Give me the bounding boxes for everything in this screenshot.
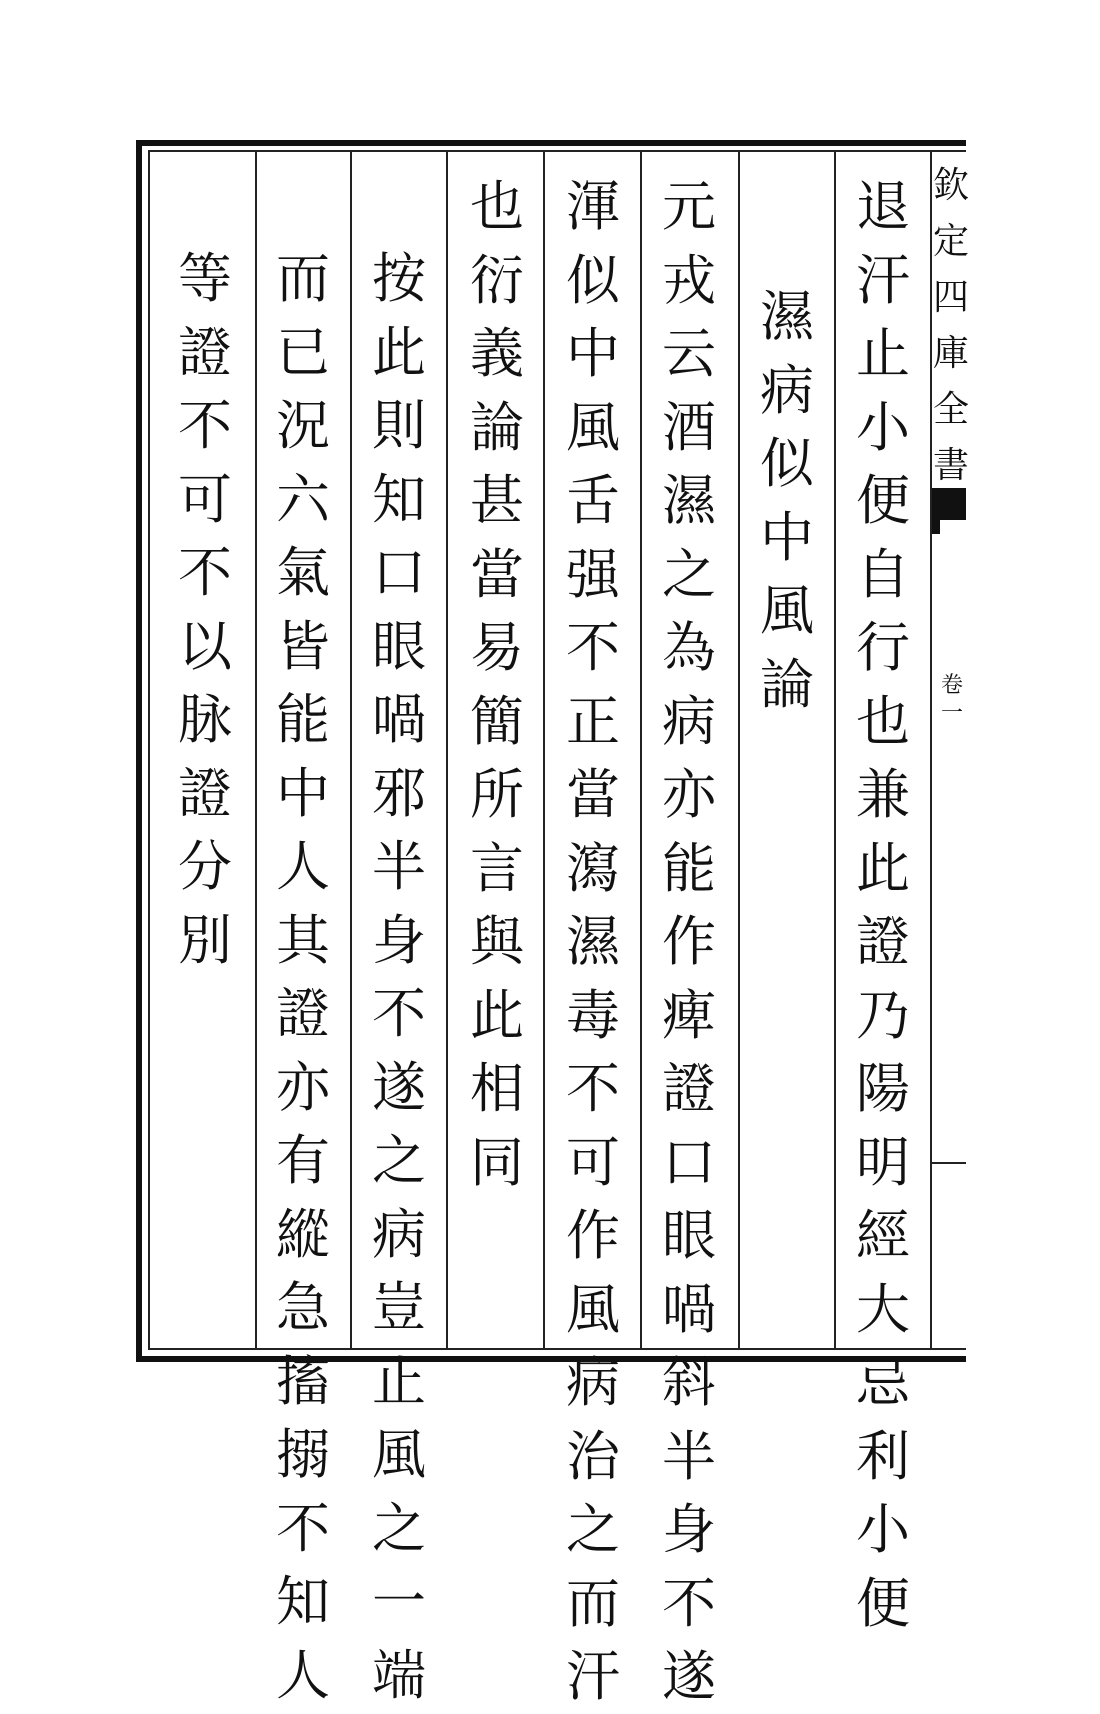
glyph: 搐 (276, 1349, 330, 1413)
glyph: 一 (940, 701, 963, 726)
glyph: 脉 (178, 688, 232, 751)
glyph: 眼 (372, 614, 426, 678)
glyph: 書 (933, 445, 970, 486)
glyph: 為 (662, 616, 716, 679)
column-rule (255, 152, 257, 1348)
glyph: 而 (566, 1571, 620, 1635)
glyph: 遂 (372, 1055, 426, 1119)
glyph: 人 (276, 835, 330, 898)
text-column-3 (644, 170, 734, 1714)
glyph: 小 (856, 395, 910, 459)
glyph: 明 (856, 1130, 910, 1194)
glyph: 中 (760, 505, 814, 569)
glyph: 似 (760, 432, 814, 495)
margin-rule (930, 1162, 966, 1164)
glyph: 義 (470, 322, 524, 385)
column-rule (834, 152, 836, 1348)
glyph: 行 (856, 616, 910, 679)
glyph: 不 (566, 616, 620, 679)
glyph: 相 (470, 1057, 524, 1120)
glyph: 眼 (662, 1204, 716, 1267)
glyph: 同 (470, 1130, 524, 1194)
glyph: 端 (372, 1643, 426, 1707)
glyph: 喎 (662, 1277, 716, 1341)
glyph: 便 (856, 1571, 910, 1635)
glyph: 證 (856, 910, 910, 973)
glyph: 病 (760, 358, 814, 422)
glyph: 强 (566, 542, 620, 606)
glyph: 不 (566, 1057, 620, 1120)
glyph: 其 (276, 908, 330, 972)
glyph: 皆 (276, 614, 330, 678)
glyph: 戎 (662, 248, 716, 312)
glyph: 作 (566, 1204, 620, 1267)
glyph: 酒 (662, 395, 716, 459)
glyph: 四 (933, 277, 970, 318)
fish-tail-notch (940, 520, 966, 534)
column-rule (350, 152, 352, 1348)
glyph: 當 (470, 542, 524, 606)
glyph: 而 (276, 247, 330, 310)
glyph: 正 (566, 689, 620, 753)
glyph: 之 (372, 1496, 426, 1560)
glyph: 言 (470, 836, 524, 900)
glyph: 邪 (372, 761, 426, 825)
glyph: 渾 (566, 175, 620, 238)
column-rule (543, 152, 545, 1348)
glyph: 衍 (470, 248, 524, 312)
text-column-8 (160, 242, 250, 977)
glyph: 濕 (760, 285, 814, 348)
glyph: 所 (470, 763, 524, 826)
glyph: 忌 (856, 1351, 910, 1414)
glyph: 可 (566, 1130, 620, 1194)
glyph: 不 (178, 394, 232, 457)
glyph: 分 (178, 835, 232, 898)
column-rule (738, 152, 740, 1348)
glyph: 濕 (566, 910, 620, 973)
glyph: 全 (933, 389, 970, 430)
glyph: 經 (856, 1204, 910, 1267)
glyph: 退 (856, 175, 910, 238)
glyph: 兼 (856, 763, 910, 826)
glyph: 中 (566, 322, 620, 385)
glyph: 與 (470, 910, 524, 973)
glyph: 此 (372, 320, 426, 384)
glyph: 急 (276, 1276, 330, 1339)
glyph: 人 (276, 1643, 330, 1707)
text-column-1 (838, 170, 928, 1640)
glyph: 風 (760, 579, 814, 642)
glyph: 六 (276, 467, 330, 531)
glyph: 按 (372, 247, 426, 310)
glyph: 痺 (662, 983, 716, 1047)
glyph: 風 (566, 395, 620, 459)
glyph: 乃 (856, 983, 910, 1047)
glyph: 作 (662, 910, 716, 973)
text-column-4 (548, 170, 638, 1714)
text-column-2-heading (742, 280, 832, 721)
glyph: 則 (372, 394, 426, 457)
text-column-7 (258, 242, 348, 1712)
book-title (933, 158, 970, 494)
juan-label (940, 672, 964, 728)
text-column-6 (354, 242, 444, 1712)
glyph: 病 (662, 689, 716, 753)
glyph: 易 (470, 616, 524, 679)
glyph: 汗 (856, 248, 910, 312)
glyph: 大 (856, 1277, 910, 1341)
glyph: 證 (178, 320, 232, 384)
glyph: 證 (662, 1057, 716, 1120)
glyph: 毒 (566, 983, 620, 1047)
glyph: 止 (856, 322, 910, 385)
glyph: 口 (372, 541, 426, 604)
glyph: 陽 (856, 1057, 910, 1120)
glyph: 止 (372, 1349, 426, 1413)
glyph: 治 (566, 1424, 620, 1488)
glyph: 簡 (470, 689, 524, 753)
glyph: 不 (372, 982, 426, 1045)
glyph: 證 (276, 982, 330, 1045)
glyph: 甚 (470, 469, 524, 532)
glyph: 此 (856, 836, 910, 900)
glyph: 亦 (276, 1055, 330, 1119)
glyph: 可 (178, 467, 232, 531)
glyph: 小 (856, 1498, 910, 1561)
glyph: 不 (662, 1571, 716, 1635)
glyph: 云 (662, 322, 716, 385)
glyph: 況 (276, 394, 330, 457)
glyph: 病 (566, 1351, 620, 1414)
glyph: 元 (662, 175, 716, 238)
glyph: 身 (662, 1498, 716, 1561)
glyph: 口 (662, 1130, 716, 1194)
glyph: 知 (372, 467, 426, 531)
glyph: 知 (276, 1570, 330, 1633)
glyph: 當 (566, 763, 620, 826)
glyph: 利 (856, 1424, 910, 1488)
glyph: 也 (470, 175, 524, 238)
glyph: 半 (662, 1424, 716, 1488)
glyph: 能 (662, 836, 716, 900)
glyph: 等 (178, 247, 232, 310)
glyph: 不 (276, 1496, 330, 1560)
glyph: 汗 (566, 1645, 620, 1708)
glyph: 別 (178, 908, 232, 972)
glyph: 以 (178, 614, 232, 678)
glyph: 一 (372, 1570, 426, 1633)
glyph: 便 (856, 469, 910, 532)
glyph: 能 (276, 688, 330, 751)
glyph: 風 (566, 1277, 620, 1341)
glyph: 舌 (566, 469, 620, 532)
glyph: 也 (856, 689, 910, 753)
column-rule (640, 152, 642, 1348)
glyph: 此 (470, 983, 524, 1047)
glyph: 遂 (662, 1645, 716, 1708)
glyph: 病 (372, 1202, 426, 1266)
glyph: 自 (856, 542, 910, 606)
glyph: 斜 (662, 1351, 716, 1414)
glyph: 已 (276, 320, 330, 384)
glyph: 不 (178, 541, 232, 604)
glyph: 庫 (933, 333, 970, 374)
glyph: 之 (372, 1129, 426, 1192)
glyph: 身 (372, 908, 426, 972)
glyph: 論 (470, 395, 524, 459)
glyph: 證 (178, 761, 232, 825)
glyph: 瀉 (566, 836, 620, 900)
glyph: 定 (933, 221, 970, 262)
text-column-5 (452, 170, 542, 1199)
glyph: 豈 (372, 1276, 426, 1339)
glyph: 半 (372, 835, 426, 898)
glyph: 欽 (933, 165, 970, 206)
glyph: 氣 (276, 541, 330, 604)
glyph: 濕 (662, 469, 716, 532)
glyph: 喎 (372, 688, 426, 751)
glyph: 亦 (662, 763, 716, 826)
glyph: 之 (662, 542, 716, 606)
glyph: 中 (276, 761, 330, 825)
glyph: 論 (760, 652, 814, 716)
glyph: 之 (566, 1498, 620, 1561)
glyph: 似 (566, 248, 620, 312)
glyph: 有 (276, 1129, 330, 1192)
glyph: 縱 (276, 1202, 330, 1266)
glyph: 卷 (940, 673, 963, 698)
glyph: 風 (372, 1423, 426, 1486)
glyph: 搦 (276, 1423, 330, 1486)
column-rule (446, 152, 448, 1348)
